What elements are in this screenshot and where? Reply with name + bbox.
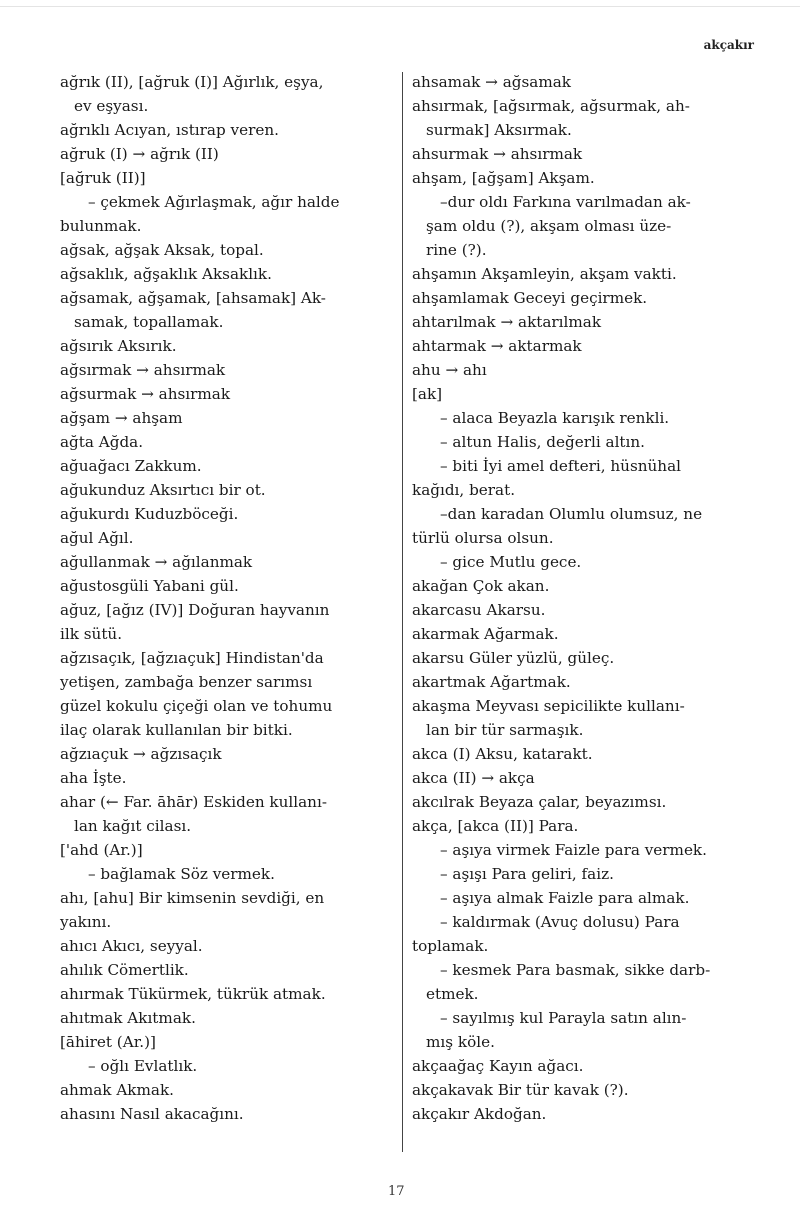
dictionary-line: ahıtmak Akıtmak. bbox=[60, 1009, 196, 1027]
dictionary-line: ağzıaçuk → ağzısaçık bbox=[60, 745, 222, 763]
column-divider bbox=[402, 72, 403, 1152]
dictionary-line: akarcasu Akarsu. bbox=[412, 601, 546, 619]
dictionary-line: ağsamak, ağşamak, [ahsamak] Ak- bbox=[60, 289, 326, 307]
dictionary-line: akartmak Ağartmak. bbox=[412, 673, 571, 691]
dictionary-line: ağta Ağda. bbox=[60, 433, 144, 451]
dictionary-line: – biti İyi amel defteri, hüsnühal bbox=[440, 457, 681, 475]
dictionary-line: – aşıya almak Faizle para almak. bbox=[440, 889, 690, 907]
dictionary-line: ahar (← Far. āhār) Eskiden kullanı- bbox=[60, 793, 327, 811]
dictionary-line: – aşıya virmek Faizle para vermek. bbox=[440, 841, 707, 859]
scan-edge-line bbox=[0, 6, 800, 7]
dictionary-line: yetişen, zambağa benzer sarımsı bbox=[60, 673, 313, 691]
dictionary-line: ağsaklık, ağşaklık Aksaklık. bbox=[60, 265, 272, 283]
dictionary-line: lan bir tür sarmaşık. bbox=[426, 721, 584, 739]
dictionary-line: ahmak Akmak. bbox=[60, 1081, 174, 1099]
dictionary-line: ahılık Cömertlik. bbox=[60, 961, 189, 979]
dictionary-line: ağukurdı Kuduzböceği. bbox=[60, 505, 239, 523]
dictionary-line: ahsurmak → ahsırmak bbox=[412, 145, 583, 163]
dictionary-line: [ak] bbox=[412, 385, 443, 403]
dictionary-line: ağşam → ahşam bbox=[60, 409, 183, 427]
dictionary-line: ağrık (II), [ağruk (I)] Ağırlık, eşya, bbox=[60, 73, 324, 91]
dictionary-line: akca (II) → akça bbox=[412, 769, 535, 787]
dictionary-line: ağsurmak → ahsırmak bbox=[60, 385, 231, 403]
dictionary-line: – gice Mutlu gece. bbox=[440, 553, 582, 571]
dictionary-line: akçaağaç Kayın ağacı. bbox=[412, 1057, 584, 1075]
page-number: 17 bbox=[388, 1184, 405, 1199]
dictionary-line: ağruk (I) → ağrık (II) bbox=[60, 145, 219, 163]
dictionary-line: ahşamın Akşamleyin, akşam vakti. bbox=[412, 265, 677, 283]
dictionary-line: ahsırmak, [ağsırmak, ağsurmak, ah- bbox=[412, 97, 690, 115]
dictionary-line: ağuz, [ağız (IV)] Doğuran hayvanın bbox=[60, 601, 330, 619]
dictionary-line: ahıcı Akıcı, seyyal. bbox=[60, 937, 203, 955]
dictionary-line: ağuağacı Zakkum. bbox=[60, 457, 202, 475]
left-column bbox=[60, 70, 390, 1126]
dictionary-line: – aşışı Para geliri, faiz. bbox=[440, 865, 614, 883]
dictionary-line: akca (I) Aksu, katarakt. bbox=[412, 745, 593, 763]
dictionary-line: – çekmek Ağırlaşmak, ağır halde bbox=[88, 193, 340, 211]
dictionary-line: surmak] Aksırmak. bbox=[426, 121, 572, 139]
dictionary-line: [ağruk (II)] bbox=[60, 169, 146, 187]
dictionary-line: – oğlı Evlatlık. bbox=[88, 1057, 198, 1075]
dictionary-line: ahırmak Tükürmek, tükrük atmak. bbox=[60, 985, 326, 1003]
dictionary-line: [āhiret (Ar.)] bbox=[60, 1033, 156, 1051]
dictionary-line: akarmak Ağarmak. bbox=[412, 625, 559, 643]
dictionary-line: ahşamlamak Geceyi geçirmek. bbox=[412, 289, 648, 307]
dictionary-line: ev eşyası. bbox=[74, 97, 149, 115]
dictionary-line: ahtarılmak → aktarılmak bbox=[412, 313, 602, 331]
dictionary-line: ağsırmak → ahsırmak bbox=[60, 361, 226, 379]
dictionary-line: – bağlamak Söz vermek. bbox=[88, 865, 275, 883]
dictionary-line: ağukunduz Aksırtıcı bir ot. bbox=[60, 481, 266, 499]
dictionary-line: akça, [akca (II)] Para. bbox=[412, 817, 579, 835]
dictionary-line: ağsak, ağşak Aksak, topal. bbox=[60, 241, 264, 259]
running-head: akçakır bbox=[703, 38, 754, 52]
dictionary-line: akçakır Akdoğan. bbox=[412, 1105, 547, 1123]
dictionary-line: – kesmek Para basmak, sikke darb- bbox=[440, 961, 711, 979]
dictionary-line: kağıdı, berat. bbox=[412, 481, 516, 499]
dictionary-line: akarsu Güler yüzlü, güleç. bbox=[412, 649, 615, 667]
dictionary-line: güzel kokulu çiçeği olan ve tohumu bbox=[60, 697, 333, 715]
dictionary-line: – altun Halis, değerli altın. bbox=[440, 433, 645, 451]
dictionary-line: toplamak. bbox=[412, 937, 489, 955]
dictionary-line: ağustosgüli Yabani gül. bbox=[60, 577, 239, 595]
dictionary-line: – kaldırmak (Avuç dolusu) Para bbox=[440, 913, 680, 931]
dictionary-line: samak, topallamak. bbox=[74, 313, 224, 331]
dictionary-line: bulunmak. bbox=[60, 217, 142, 235]
dictionary-line: – sayılmış kul Parayla satın alın- bbox=[440, 1009, 687, 1027]
dictionary-line: ahı, [ahu] Bir kimsenin sevdiği, en bbox=[60, 889, 325, 907]
right-column bbox=[412, 70, 770, 1126]
dictionary-line: – alaca Beyazla karışık renkli. bbox=[440, 409, 670, 427]
dictionary-line: lan kağıt cilası. bbox=[74, 817, 192, 835]
dictionary-line: ağullanmak → ağılanmak bbox=[60, 553, 253, 571]
dictionary-line: akçakavak Bir tür kavak (?). bbox=[412, 1081, 629, 1099]
dictionary-line: mış köle. bbox=[426, 1033, 495, 1051]
dictionary-line: türlü olursa olsun. bbox=[412, 529, 554, 547]
dictionary-line: ahşam, [ağşam] Akşam. bbox=[412, 169, 595, 187]
dictionary-line: ['ahd (Ar.)] bbox=[60, 841, 143, 859]
dictionary-line: ahtarmak → aktarmak bbox=[412, 337, 582, 355]
dictionary-line: ahu → ahı bbox=[412, 361, 487, 379]
dictionary-line: akcılrak Beyaza çalar, beyazımsı. bbox=[412, 793, 667, 811]
dictionary-line: etmek. bbox=[426, 985, 479, 1003]
dictionary-line: şam oldu (?), akşam olması üze- bbox=[426, 217, 672, 235]
dictionary-line: –dur oldı Farkına varılmadan ak- bbox=[440, 193, 691, 211]
dictionary-line: ilaç olarak kullanılan bir bitki. bbox=[60, 721, 293, 739]
dictionary-line: aha İşte. bbox=[60, 769, 127, 787]
dictionary-line: yakını. bbox=[60, 913, 112, 931]
dictionary-line: akağan Çok akan. bbox=[412, 577, 550, 595]
dictionary-line: akaşma Meyvası sepicilikte kullanı- bbox=[412, 697, 685, 715]
dictionary-line: ağul Ağıl. bbox=[60, 529, 134, 547]
dictionary-line: ilk sütü. bbox=[60, 625, 123, 643]
dictionary-line: ağzısaçık, [ağzıaçuk] Hindistan'da bbox=[60, 649, 324, 667]
dictionary-line: –dan karadan Olumlu olumsuz, ne bbox=[440, 505, 703, 523]
dictionary-line: rine (?). bbox=[426, 241, 487, 259]
dictionary-line: ahsamak → ağsamak bbox=[412, 73, 572, 91]
dictionary-line: ağrıklı Acıyan, ıstırap veren. bbox=[60, 121, 279, 139]
dictionary-line: ahasını Nasıl akacağını. bbox=[60, 1105, 244, 1123]
dictionary-line: ağsırık Aksırık. bbox=[60, 337, 177, 355]
